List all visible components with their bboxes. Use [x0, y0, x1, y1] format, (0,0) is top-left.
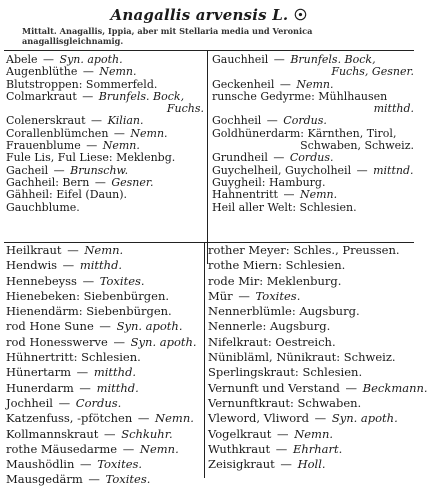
entry-row	[6, 258, 202, 273]
entry-name: Augenblüthe	[6, 65, 78, 79]
entry-source: Cordus.	[75, 395, 122, 410]
entry-name: Frauenblume	[6, 139, 81, 153]
entry-source: Syn. apoth.	[130, 334, 197, 349]
entry-row	[6, 319, 202, 334]
entry-name: Colmarkraut	[6, 89, 77, 103]
entry-source: mittnd.	[373, 163, 414, 177]
entry-row	[208, 289, 414, 304]
entry-row	[208, 319, 414, 334]
entry-name: rod Hone Sune	[6, 319, 94, 334]
entry-name: Goldhünerdarm: Kärnthen, Tirol,	[212, 126, 397, 140]
entry-row	[208, 243, 414, 258]
entry-source: Fuchs.	[166, 102, 204, 116]
entry-name: Heil aller Welt: Schlesien.	[212, 200, 357, 214]
entry-source: mitthd.	[373, 102, 414, 116]
entry-dash: —	[311, 411, 330, 426]
entry-name: Gauchheil	[212, 53, 269, 66]
entry-dash: —	[63, 243, 83, 257]
entry-dash: —	[341, 380, 361, 395]
entry-name: Vogelkraut	[208, 426, 272, 441]
entry-source: mitthd.	[79, 258, 123, 273]
entry-name: Schwaben, Schweiz.	[300, 139, 414, 153]
entry-source: Toxites.	[105, 472, 151, 487]
entry-source: Nemn.	[155, 411, 194, 426]
entry-dash: —	[39, 53, 58, 66]
entry-source: Cordus.	[289, 151, 334, 165]
entry-source: mitthd.	[93, 365, 137, 380]
entry-row	[6, 274, 202, 289]
entry-name: Hendwis	[6, 258, 58, 273]
entry-dash: —	[276, 457, 296, 472]
entry-name: Gacheil	[6, 163, 49, 177]
entry-dash: —	[234, 288, 254, 303]
entry-row	[208, 380, 428, 396]
entry-name: Colenerskraut	[6, 114, 86, 128]
entry-source: Beckmann.	[362, 380, 428, 395]
entry-dash: —	[91, 175, 110, 189]
entry-source: Brunschw.	[70, 163, 129, 177]
entry-row	[6, 472, 202, 487]
entry-row	[208, 350, 414, 365]
entry-name: Blutstroppen: Sommerfeld.	[6, 77, 158, 91]
entry-name: Heilkraut	[6, 243, 62, 257]
entry-name: Nennerle: Augsburg.	[208, 319, 331, 334]
entry-name: Vernunftkraut: Schwaben.	[208, 395, 362, 410]
section1-divider	[207, 50, 208, 264]
entry-name: Hühnertritt: Schlesien.	[6, 350, 141, 365]
entry-dash: —	[119, 441, 138, 456]
entry-dash: —	[87, 114, 106, 128]
entry-name: Sperlingskraut: Schlesien.	[208, 365, 363, 380]
entry-row	[6, 243, 202, 258]
entry-name: Nünibläml, Nünikraut: Schweiz.	[208, 350, 396, 365]
entry-dash: —	[276, 77, 295, 91]
entry-source: Schkuhr.	[121, 426, 173, 441]
entry-dash: —	[134, 411, 154, 426]
entry-source: Gesner.	[111, 175, 154, 189]
entry-name: Mausgedärm	[6, 472, 83, 487]
entry-row	[6, 381, 202, 396]
entry-row	[208, 274, 414, 289]
entry-source: Fuchs, Gesner.	[331, 65, 414, 79]
top-rule	[4, 50, 414, 51]
section2-left-column	[6, 243, 202, 488]
entry-name: runsche Gedyrme: Mühlhausen	[212, 89, 388, 103]
entry-source: Brunfels. Bock,	[290, 53, 376, 66]
entry-row	[6, 457, 202, 472]
entry-dash: —	[273, 426, 293, 441]
entry-dash: —	[54, 395, 74, 410]
entry-source: Nemn.	[102, 139, 140, 153]
entry-dash: —	[78, 89, 97, 103]
entry-name: Hienendärm: Siebenbürgen.	[6, 304, 172, 319]
entry-row	[6, 350, 202, 365]
entry-dash: —	[73, 365, 92, 380]
entry-row	[208, 427, 414, 442]
entry-source: Nemn.	[139, 441, 179, 456]
entry-row	[6, 442, 202, 457]
entry-dash: —	[95, 319, 115, 334]
entry-source: Nemn.	[294, 426, 334, 441]
entry-row	[208, 396, 414, 411]
entry-name: Hünertarm	[6, 365, 72, 380]
entry-dash: —	[79, 65, 98, 79]
entry-name: Zeisigkraut	[208, 457, 275, 472]
section2-divider	[204, 242, 205, 478]
entry-name: Hahnentritt	[212, 188, 278, 202]
species-author: L.	[272, 6, 289, 24]
entry-row	[208, 258, 414, 273]
entry-source: Syn. apoth.	[59, 53, 123, 66]
entry-name: Guychelheil, Guycholheil	[212, 163, 352, 177]
entry-dash: —	[84, 472, 104, 487]
entry-name: Gauchblume.	[6, 200, 80, 214]
entry-source: Nemn.	[130, 126, 168, 140]
entry-dash: —	[279, 188, 298, 202]
entry-name: Fule Lis, Ful Liese: Meklenbg.	[6, 151, 176, 165]
entry-name: Kollmannskraut	[6, 426, 99, 441]
entry-row	[6, 365, 202, 380]
entry-name: Jochheil	[6, 395, 53, 410]
entry-row	[6, 202, 204, 214]
entry-name: Gochheil	[212, 114, 262, 128]
entry-row	[208, 335, 414, 350]
entry-dash: —	[110, 126, 129, 140]
entry-name: Gähheil: Eifel (Daun).	[6, 188, 128, 202]
section2-right-column	[208, 243, 428, 472]
entry-name: Katzenfuss, -pfötchen	[6, 411, 133, 426]
entry-name: Abele	[6, 53, 38, 66]
entry-dash: —	[78, 273, 98, 288]
entry-dash: —	[75, 380, 95, 395]
entry-row	[208, 442, 414, 457]
annual-symbol: ☉	[293, 6, 308, 24]
entry-source: Nemn.	[299, 188, 338, 202]
entry-row	[6, 411, 202, 426]
entry-source: Ehrhart.	[292, 441, 343, 456]
entry-dash: —	[100, 426, 120, 441]
section1-left-column	[6, 54, 204, 214]
entry-source: Nemn.	[99, 65, 137, 79]
entry-name: rothe Miern: Schlesien.	[208, 258, 346, 273]
entry-name: Hienebeken: Siebenbürgen.	[6, 288, 170, 303]
entry-source: Cordus.	[283, 114, 327, 128]
entry-dash: —	[82, 139, 101, 153]
entry-row	[208, 411, 414, 426]
entry-name: Vernunft und Verstand	[208, 380, 340, 395]
entry-name: Hennebeyss	[6, 273, 77, 288]
entry-source: Toxites.	[99, 273, 145, 288]
synonymy-note: Mittalt. Anagallis, Ippia, aber mit Stellaria media und Veronica anagallisgleichnamig.	[22, 26, 313, 46]
entry-name: rod Honesswerve	[6, 334, 108, 349]
entry-name: Vleword, Vliword	[208, 411, 310, 426]
section1-right-column	[212, 54, 414, 214]
entry-row	[6, 335, 202, 350]
entry-source: Syn. apoth.	[116, 319, 183, 334]
entry-row	[208, 304, 414, 319]
entry-source: Brunfels. Bock,	[98, 89, 185, 103]
entry-name: Guygheil: Hamburg.	[212, 175, 326, 189]
entry-row	[6, 289, 202, 304]
entry-source: Kilian.	[107, 114, 144, 128]
entry-row	[6, 427, 202, 442]
entry-name: Geckenheil	[212, 77, 275, 91]
entry-name: rode Mir: Meklenburg.	[208, 273, 342, 288]
entry-name: Nennerblümle: Augsburg.	[208, 304, 360, 319]
entry-dash: —	[109, 334, 129, 349]
entry-row	[6, 304, 202, 319]
entry-row	[208, 365, 414, 380]
entry-name: Mür	[208, 288, 233, 303]
entry-dash: —	[353, 163, 372, 177]
entry-name: Corallenblümchen	[6, 126, 109, 140]
entry-row	[208, 457, 414, 472]
entry-dash: —	[270, 53, 289, 66]
entry-source: Nemn.	[296, 77, 334, 91]
entry-name: Maushödlin	[6, 457, 75, 472]
entry-name: Hunerdarm	[6, 380, 74, 395]
entry-name: Gachheil: Bern	[6, 175, 90, 189]
entry-dash: —	[76, 457, 96, 472]
entry-dash: —	[269, 151, 288, 165]
entry-name: Wuthkraut	[208, 441, 271, 456]
entry-source: mitthd.	[96, 380, 139, 395]
entry-dash: —	[272, 441, 291, 456]
entry-source: Toxites.	[97, 457, 143, 472]
entry-name: rother Meyer: Schles., Preussen.	[208, 243, 400, 257]
entry-source: Syn. apoth.	[331, 411, 398, 426]
entry-dash: —	[263, 114, 282, 128]
entry-row	[6, 396, 202, 411]
entry-row	[212, 202, 414, 214]
entry-name: Grundheil	[212, 151, 268, 165]
entry-name: rothe Mäusedarme	[6, 441, 118, 456]
species-name: Anagallis arvensis	[110, 6, 267, 24]
page-title	[0, 6, 418, 24]
entry-dash: —	[59, 258, 78, 273]
entry-source: Holl.	[297, 457, 326, 472]
entry-source: Nemn.	[84, 243, 124, 257]
entry-name: Nifelkraut: Oestreich.	[208, 334, 336, 349]
entry-dash: —	[50, 163, 69, 177]
entry-source: Toxites.	[255, 288, 301, 303]
